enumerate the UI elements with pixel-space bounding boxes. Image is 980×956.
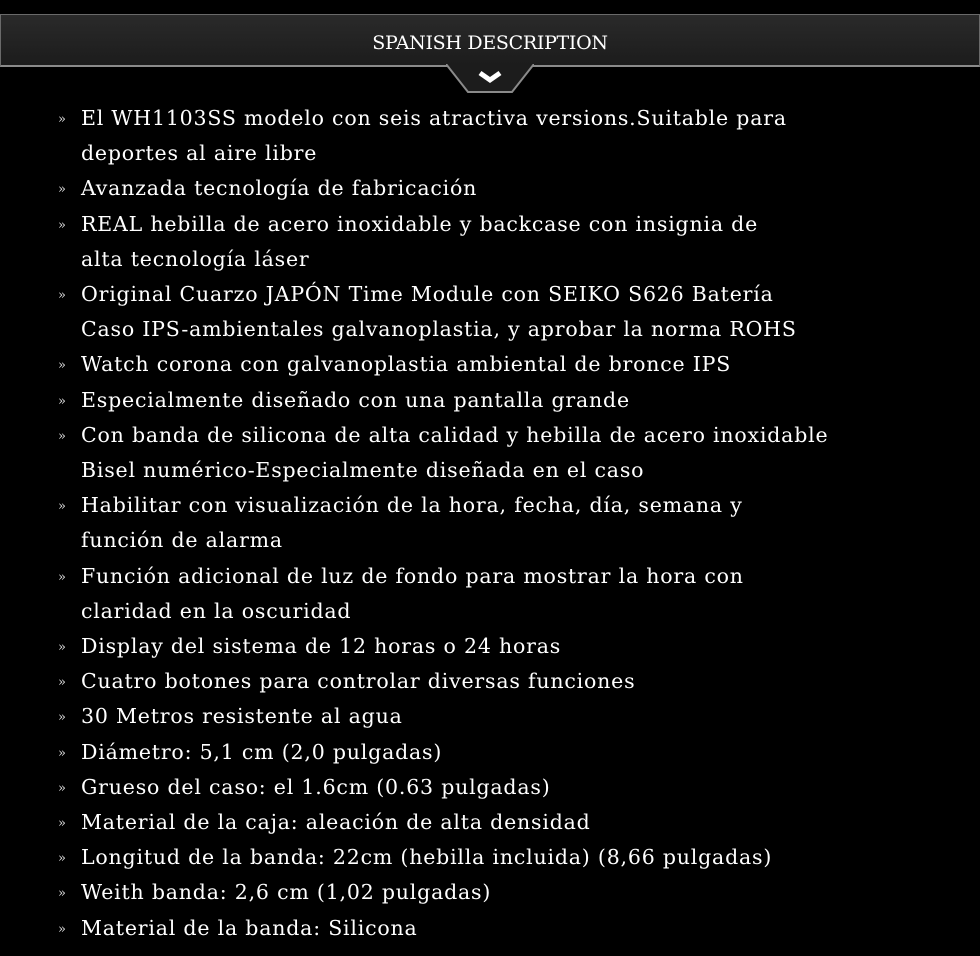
feature-text: Weith banda: 2,6 cm (1,02 pulgadas) <box>81 880 492 905</box>
expand-toggle[interactable] <box>446 64 534 94</box>
feature-item <box>58 911 958 946</box>
feature-text: Diámetro: 5,1 cm (2,0 pulgadas) <box>81 739 443 764</box>
chevron-down-icon <box>446 64 534 94</box>
feature-text: Material de la banda: Silicona <box>81 915 418 940</box>
bullet-icon: » <box>58 816 66 832</box>
feature-text: REAL hebilla de acero inoxidable y backcase con insignia de alta tecnología láser <box>81 211 759 271</box>
feature-text: Grueso del caso: el 1.6cm (0.63 pulgadas) <box>81 774 551 799</box>
feature-text: Avanzada tecnología de fabricación <box>81 176 478 201</box>
bullet-icon: » <box>58 710 66 726</box>
feature-item <box>58 277 958 347</box>
feature-text: Material de la caja: aleación de alta densidad <box>81 810 591 835</box>
feature-item <box>58 418 958 488</box>
feature-item <box>58 101 958 171</box>
bullet-icon: » <box>58 112 66 127</box>
bullet-icon: » <box>58 886 66 902</box>
feature-item <box>58 805 958 840</box>
feature-item <box>58 171 958 206</box>
feature-text: Display del sistema de 12 horas o 24 horas <box>81 634 562 659</box>
feature-item <box>58 770 958 805</box>
feature-item <box>58 488 958 558</box>
bullet-icon: » <box>58 640 66 656</box>
bullet-icon: » <box>58 499 66 515</box>
bullet-icon: » <box>58 288 66 304</box>
bullet-icon: » <box>58 569 66 585</box>
feature-item <box>58 207 958 277</box>
bullet-icon: » <box>58 428 66 444</box>
feature-text: El WH1103SS modelo con seis atractiva versions.Suitable para deportes al aire libre <box>81 106 787 166</box>
feature-item <box>58 840 958 875</box>
feature-text: Con banda de silicona de alta calidad y hebilla de acero inoxidable Bisel numérico-Especialmente diseñada en el caso <box>81 422 829 483</box>
feature-item <box>58 664 958 699</box>
bullet-icon: » <box>58 780 66 796</box>
feature-item <box>58 559 958 629</box>
bullet-icon: » <box>58 675 66 691</box>
section-title: SPANISH DESCRIPTION <box>372 32 608 54</box>
bullet-icon: » <box>58 851 66 867</box>
feature-text: Watch corona con galvanoplastia ambiental de bronce IPS <box>81 352 732 377</box>
feature-text: Especialmente diseñado con una pantalla grande <box>81 387 630 412</box>
bullet-icon: » <box>58 358 66 374</box>
bullet-icon: » <box>58 217 66 233</box>
feature-text: 30 Metros resistente al agua <box>81 704 403 729</box>
feature-item <box>58 699 958 734</box>
bullet-icon: » <box>58 745 66 761</box>
feature-item <box>58 629 958 664</box>
feature-text: Función adicional de luz de fondo para mostrar la hora con claridad en la oscuridad <box>81 563 744 623</box>
feature-item <box>58 383 958 418</box>
feature-text: Habilitar con visualización de la hora, fecha, día, semana y función de alarma <box>81 493 743 553</box>
feature-item <box>58 875 958 910</box>
feature-item <box>58 347 958 382</box>
feature-text: Cuatro botones para controlar diversas funciones <box>81 669 636 694</box>
feature-text: Longitud de la banda: 22cm (hebilla incluida) (8,66 pulgadas) <box>81 845 773 870</box>
bullet-icon: » <box>58 393 66 409</box>
bullet-icon: » <box>58 921 66 937</box>
feature-text: Original Cuarzo JAPÓN Time Module con SEIKO S626 Batería Caso IPS-ambientales galvanoplastia, y aprobar la norma ROHS <box>81 282 797 342</box>
section-header[interactable] <box>0 14 980 67</box>
bullet-icon: » <box>58 182 66 198</box>
feature-list <box>58 101 958 946</box>
feature-item <box>58 735 958 770</box>
